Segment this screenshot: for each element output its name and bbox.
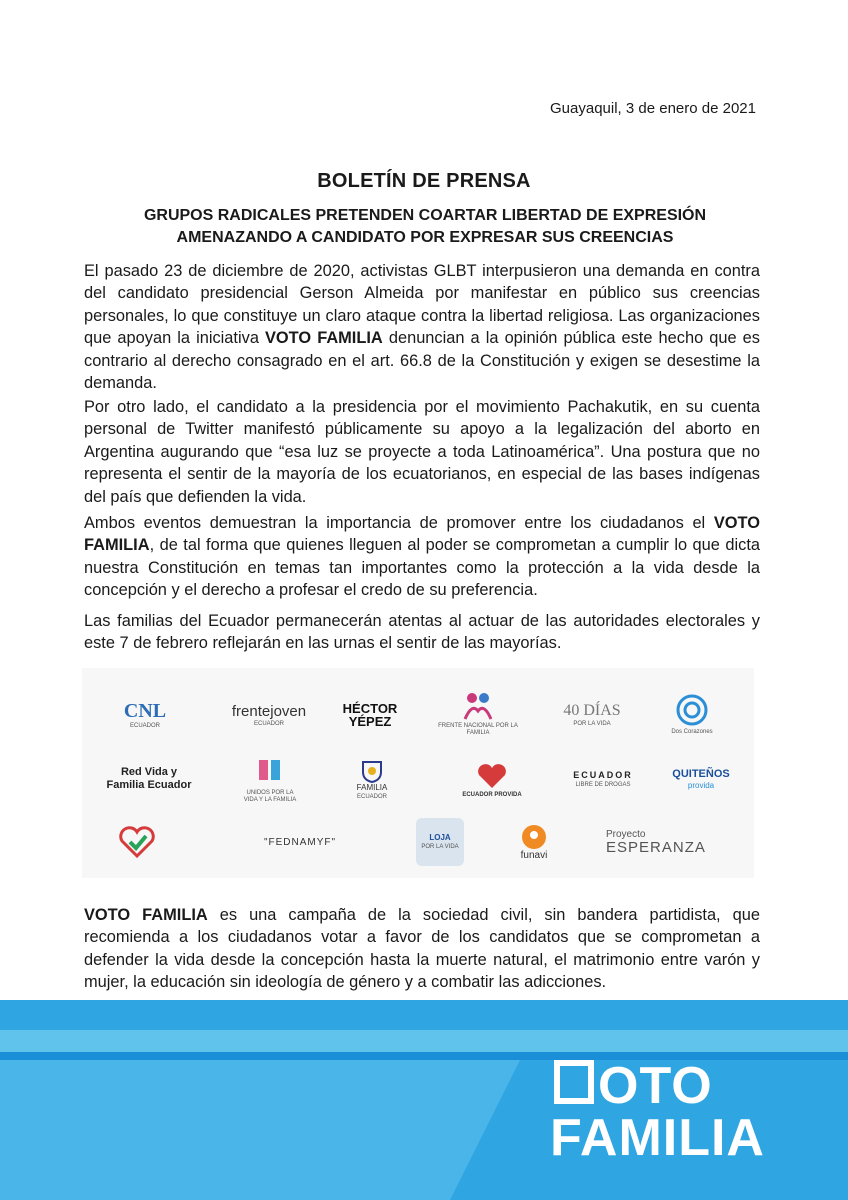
familia-word: FAMILIA <box>550 1109 765 1167</box>
logo-ecuador-libre <box>568 756 638 804</box>
cuarenta-main: 40 DÍAS <box>563 701 621 719</box>
family-icon <box>461 691 495 721</box>
banner-diagonal <box>0 1060 520 1200</box>
familiaecuador-sub: ECUADOR <box>356 793 387 800</box>
frentejoven-name: frentejoven <box>231 703 307 721</box>
logo-familia-ecuador <box>342 752 402 808</box>
provida-sub: ECUADOR PROVIDA <box>462 791 522 798</box>
cuarenta-sub: POR LA VIDA <box>573 720 611 727</box>
page-title: BOLETÍN DE PRENSA <box>317 170 531 192</box>
logo-loja <box>416 818 464 866</box>
hector-line-1: HÉCTOR <box>342 701 398 716</box>
voto-word: OTO <box>598 1057 713 1115</box>
hector-line-2: YÉPEZ <box>348 714 392 729</box>
quitenos-main: QUITEÑOS <box>672 768 730 781</box>
logo-unidos <box>242 750 298 812</box>
subtitle-line-1: GRUPOS RADICALES PRETENDEN COARTAR LIBERTAD DE EXPRESIÓN <box>143 207 707 224</box>
loja-main: LOJA <box>429 832 451 842</box>
paragraph-3 <box>84 512 760 602</box>
ecuadorlibre-main: ECUADOR <box>573 770 633 781</box>
cnl-sub: ECUADOR <box>129 722 160 729</box>
ecuadorlibre-sub: LIBRE DE DROGAS <box>575 782 631 789</box>
hands-icon <box>255 758 285 788</box>
heart-icon <box>475 762 509 790</box>
paragraph-3-text-b: , de tal forma que quienes lleguen al poder se comprometan a cumplir lo que dicta nuestra Constitución en temas tan importantes como la protección a la vida desde la concepción y el derecho a profesar el credo de su preferencia. <box>84 536 760 600</box>
paragraph-1 <box>84 260 760 394</box>
paragraph-2: Por otro lado, el candidato a la presidencia por el movimiento Pachakutik, en su cuenta personal de Twitter manifestó públicamente su apoyo a la legalización del aborto en Argentina augurando que “esa luz se proyecte a toda Latinoamérica”. Una postura que no representa el sentir de la mayoría de los ecuatorianos, en especial de las bases indígenas del país que defienden la vida. <box>84 398 760 506</box>
paragraph-5-text: es una campaña de la sociedad civil, sin bandera partidista, que recomienda a los ciudadanos votar a favor de los candidatos que se comprometan a defender la vida desde la concepción hasta la muerte natural, el matrimonio entre varón y mujer, la educación sin ideología de género y a combatir las adicciones. <box>84 906 760 992</box>
funavi-main: funavi <box>520 850 548 861</box>
logo-panel <box>82 668 754 878</box>
cnl-mark: CNL <box>123 699 167 722</box>
unidos-sub: UNIDOS POR LA VIDA Y LA FAMILIA <box>243 790 297 803</box>
logo-frentejoven <box>214 696 324 736</box>
paragraph-3-text-a: Ambos eventos demuestran la importancia de promover entre los ciudadanos el <box>84 514 714 532</box>
paragraph-3-bold: VOTO FAMILIA <box>84 514 760 555</box>
logo-fednamyf <box>230 828 370 858</box>
paragraph-1-text-a: El pasado 23 de diciembre de 2020, activistas GLBT interpusieron una demanda en contra del candidato presidencial Gerson Almeida por manifestar en público sus creencias personales, lo que constituye un claro ataque contra la libertad religiosa. Las organizaciones que apoyan la iniciativa <box>84 262 760 348</box>
logo-40-dias <box>552 690 632 740</box>
logo-proyecto-esperanza <box>606 820 736 864</box>
fnf-sub: FRENTE NACIONAL POR LA FAMILIA <box>438 723 518 736</box>
logo-cnl <box>110 690 180 740</box>
voto-familia-logo <box>550 1050 790 1170</box>
logo-frente-nacional-familia <box>438 684 518 744</box>
logo-quitenos <box>662 756 740 804</box>
logo-heart-check <box>112 816 162 866</box>
familiaecuador-main: FAMILIA <box>356 782 388 792</box>
logo-dos-corazones <box>662 686 722 742</box>
banner-stripe-light <box>0 1030 848 1052</box>
redvida-name: Red Vida y Familia Ecuador <box>106 766 192 791</box>
mother-child-icon <box>519 823 549 851</box>
paragraph-1-bold: VOTO FAMILIA <box>265 329 383 348</box>
shield-icon <box>361 760 383 784</box>
fednamyf-main: "FEDNAMYF" <box>263 837 337 848</box>
paragraph-5 <box>84 904 760 994</box>
frentejoven-sub: ECUADOR <box>253 721 284 728</box>
esperanza-line-1: Proyecto <box>606 828 646 840</box>
logo-hector-yepez <box>340 690 400 740</box>
quitenos-sub: provida <box>687 781 715 791</box>
heart-check-icon <box>118 824 156 858</box>
logo-ecuador-provida <box>452 752 532 808</box>
loja-sub: POR LA VIDA <box>421 843 459 850</box>
paragraph-5-bold: VOTO FAMILIA <box>84 906 208 924</box>
paragraph-4: Las familias del Ecuador permanecerán atentas al actuar de las autoridades electorales y este 7 de febrero reflejarán en las urnas el sentir de las mayorías. <box>84 612 760 653</box>
logo-funavi <box>504 814 564 870</box>
esperanza-line-2: ESPERANZA <box>606 838 706 856</box>
logo-red-vida <box>104 754 194 804</box>
subtitle <box>90 205 760 249</box>
subtitle-line-2: AMENAZANDO A CANDIDATO POR EXPRESAR SUS CREENCIAS <box>176 229 674 246</box>
doscorazones-sub: Dos Corazones <box>671 728 713 735</box>
heart-spiral-icon <box>675 693 709 727</box>
checkbox-icon <box>554 1060 594 1104</box>
paragraph-1-text-b: denuncian a la opinión pública este hecho que es contrario al derecho consagrado en el art. 66.8 de la Constitución y exigen se desestime la demanda. <box>84 329 760 393</box>
date-line: Guayaquil, 3 de enero de 2021 <box>550 100 756 117</box>
